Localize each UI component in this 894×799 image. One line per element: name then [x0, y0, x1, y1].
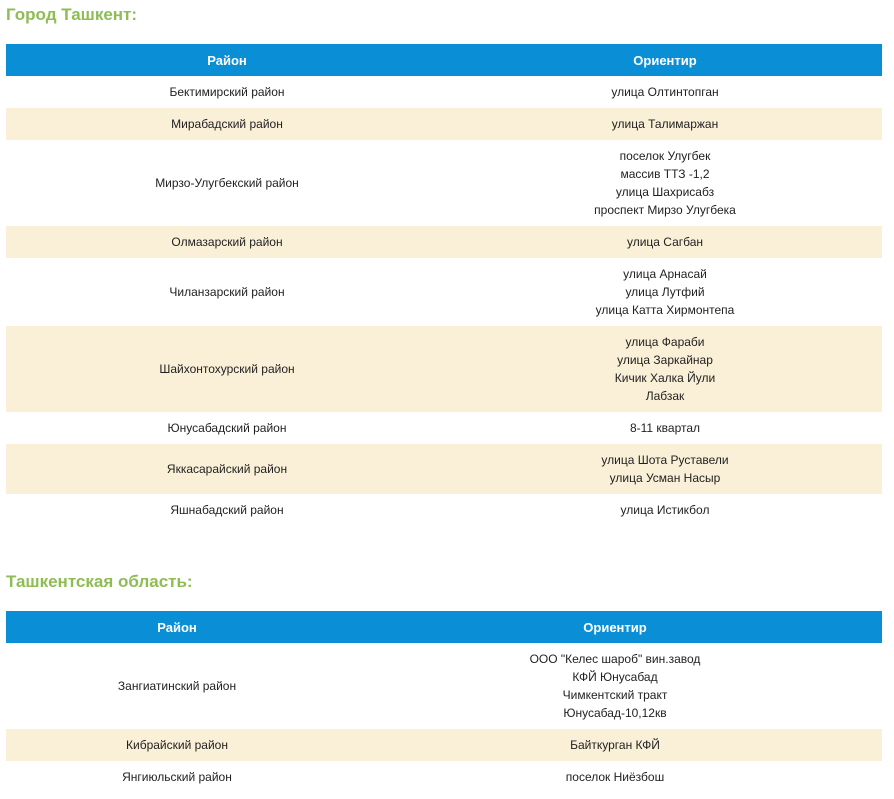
district-cell: Олмазарский район: [6, 226, 448, 258]
landmark-line: улица Истикбол: [620, 503, 710, 517]
landmark-cell: [348, 761, 882, 793]
landmark-line: улица Талимаржан: [611, 117, 719, 131]
table-row: [6, 226, 882, 258]
landmark-line: Кичик Халка Йули: [614, 371, 716, 385]
landmark-cell: [448, 76, 882, 108]
landmark-line: улица Шота Руставели: [601, 453, 729, 467]
landmark-line: массив ТТЗ -1,2: [620, 167, 710, 181]
table-row: [6, 444, 882, 494]
table-body: [6, 643, 882, 793]
district-cell: Бектимирский район: [169, 85, 285, 99]
landmark-cell: [448, 444, 882, 494]
table-body: [6, 76, 882, 526]
landmark-cell: [448, 258, 882, 326]
table-header-row: [6, 611, 882, 643]
landmark-line: улица Арнасай: [623, 267, 707, 281]
district-cell: Мирзо-Улугбекский район: [155, 176, 299, 190]
landmark-cell: [448, 108, 882, 140]
landmark-line: улица Катта Хирмонтепа: [595, 303, 735, 317]
section-title-tashkent-region: Ташкентская область:: [6, 572, 193, 591]
district-cell: Янгиюльский район: [122, 770, 232, 784]
landmark-line: Байткурган КФЙ: [570, 738, 660, 752]
landmark-line: поселок Ниёзбош: [565, 770, 665, 784]
landmark-line: улица Лутфий: [625, 285, 705, 299]
district-cell: Юнусабадский район: [167, 421, 287, 435]
table-row: [6, 729, 882, 761]
landmark-line: улица Фараби: [625, 335, 705, 349]
landmark-line: улица Сагбан: [626, 235, 704, 249]
landmark-line: проспект Мирзо Улугбека: [594, 203, 736, 217]
districts-table-tashkent-region: [6, 611, 882, 793]
table-row: [6, 258, 882, 326]
district-cell: Яшнабадский район: [170, 503, 284, 517]
column-header-landmark: Ориентир: [448, 44, 882, 76]
landmark-line: улица Заркайнар: [617, 353, 713, 367]
district-cell: Яккасарайский район: [6, 444, 448, 494]
table-header-row: [6, 44, 882, 76]
landmark-cell: [448, 140, 882, 226]
landmark-cell: [348, 643, 882, 729]
column-header-landmark: Ориентир: [348, 611, 882, 643]
table-row: [6, 412, 882, 444]
landmark-line: 8-11 квартал: [629, 421, 701, 435]
table-row: [6, 76, 882, 108]
table-row: [6, 108, 882, 140]
district-cell: Мирабадский район: [6, 108, 448, 140]
table-row: [6, 643, 882, 729]
landmark-line: улица Усман Насыр: [609, 471, 721, 485]
district-cell: Чиланзарский район: [169, 285, 285, 299]
landmark-line: улица Олтинтопган: [611, 85, 719, 99]
table-row: [6, 494, 882, 526]
table-row: [6, 326, 882, 412]
district-cell: Шайхонтохурский район: [6, 326, 448, 412]
landmark-cell: [448, 412, 882, 444]
districts-table-tashkent-city: [6, 44, 882, 526]
landmark-line: Чимкентский тракт: [562, 688, 668, 702]
table-row: [6, 140, 882, 226]
landmark-cell: [448, 494, 882, 526]
landmark-cell: [348, 729, 882, 761]
landmark-line: ООО "Келес шароб" вин.завод: [529, 652, 701, 666]
district-cell: Кибрайский район: [6, 729, 348, 761]
district-cell: Зангиатинский район: [117, 679, 237, 693]
landmark-line: Юнусабад-10,12кв: [563, 706, 667, 720]
section-title-tashkent-city: Город Ташкент:: [6, 5, 138, 24]
landmark-line: КФЙ Юнусабад: [572, 670, 658, 684]
table-row: [6, 761, 882, 793]
column-header-district: Район: [6, 611, 348, 643]
landmark-line: Лабзак: [645, 389, 685, 403]
column-header-district: Район: [6, 44, 448, 76]
landmark-line: поселок Улугбек: [619, 149, 711, 163]
landmark-line: улица Шахрисабз: [615, 185, 715, 199]
landmark-cell: [448, 226, 882, 258]
landmark-cell: [448, 326, 882, 412]
